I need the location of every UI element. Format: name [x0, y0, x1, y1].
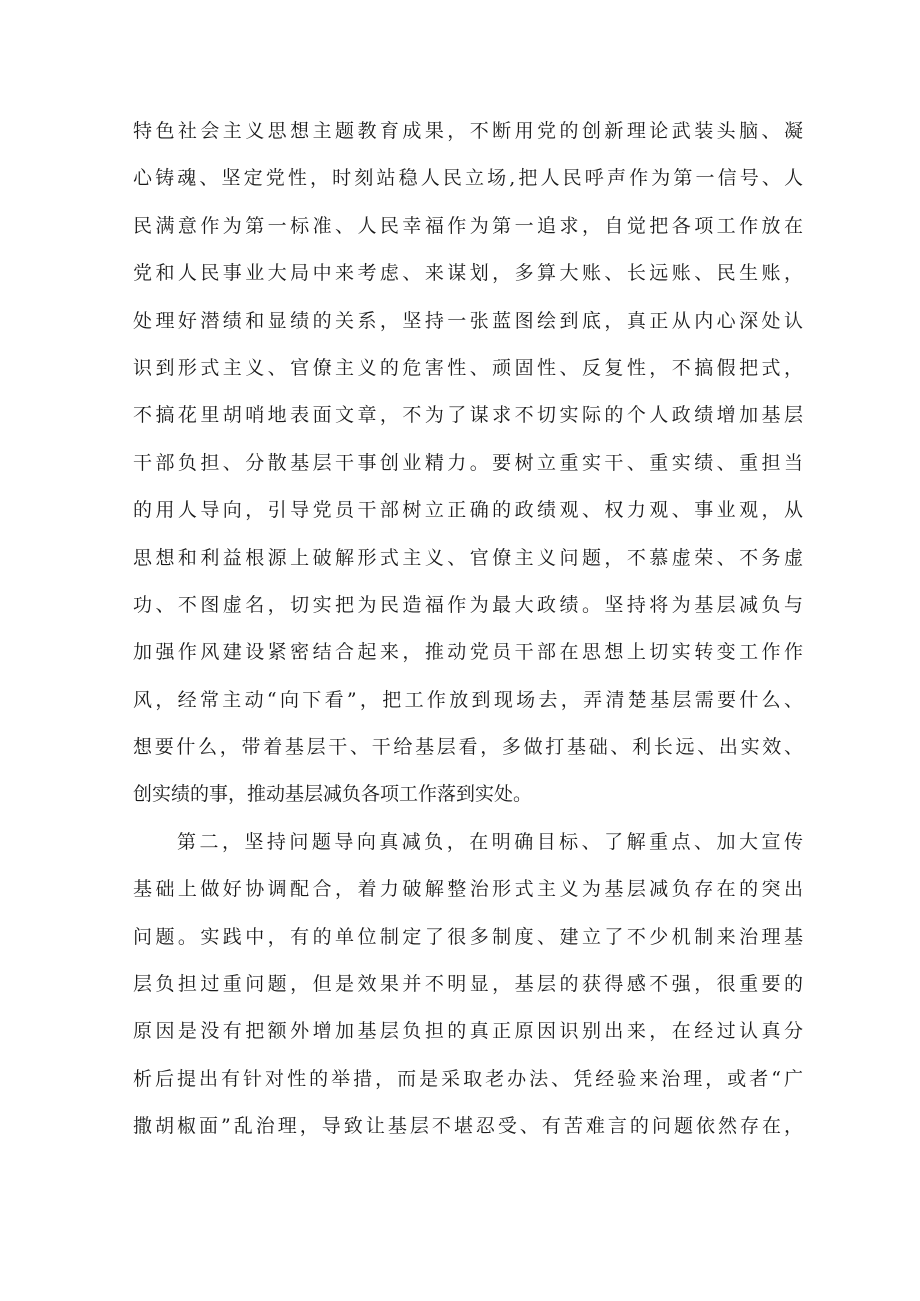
- text-line: 撒胡椒面”乱治理，导致让基层不堪忍受、有苦难言的问题依然存在，: [133, 1115, 803, 1138]
- text-line: 加强作风建设紧密结合起来，推动党员干部在思想上切实转变工作作: [133, 641, 803, 664]
- text-line: 创实绩的事，推动基层减负各项工作落到实处。: [133, 783, 533, 806]
- text-line: 风，经常主动“向下看”，把工作放到现场去，弄清楚基层需要什么、: [133, 688, 803, 711]
- text-line: 特色社会主义思想主题教育成果，不断用党的创新理论武装头脑、凝: [133, 120, 803, 142]
- text-line: 民满意作为第一标准、人民幸福作为第一追求，自觉把各项工作放在: [133, 214, 803, 237]
- body-text: [133, 108, 803, 1151]
- text-line: 识到形式主义、官僚主义的危害性、顽固性、反复性，不搞假把式，: [133, 356, 803, 379]
- text-line: 第二，坚持问题导向真减负，在明确目标、了解重点、加大宣传: [177, 830, 803, 853]
- text-line: 思想和利益根源上破解形式主义、官僚主义问题，不慕虚荣、不务虚: [133, 546, 803, 569]
- text-line: 党和人民事业大局中来考虑、来谋划，多算大账、长远账、民生账，: [133, 262, 803, 285]
- text-line: 原因是没有把额外增加基层负担的真正原因识别出来，在经过认真分: [133, 1020, 803, 1043]
- text-line: 层负担过重问题，但是效果并不明显，基层的获得感不强，很重要的: [133, 973, 803, 996]
- text-line: 析后提出有针对性的举措，而是采取老办法、凭经验来治理，或者“广: [133, 1067, 803, 1090]
- text-line: 心铸魂、坚定党性，时刻站稳人民立场,把人民呼声作为第一信号、人: [133, 167, 803, 190]
- text-line: 想要什么，带着基层干、干给基层看，多做打基础、利长远、出实效、: [133, 736, 803, 759]
- text-line: 基础上做好协调配合，着力破解整治形式主义为基层减负存在的突出: [133, 878, 803, 901]
- text-line: 问题。实践中，有的单位制定了很多制度、建立了不少机制来治理基: [133, 925, 803, 948]
- paragraph-1: [133, 108, 803, 819]
- text-line: 干部负担、分散基层干事创业精力。要树立重实干、重实绩、重担当: [133, 451, 803, 474]
- paragraph-2: [133, 819, 803, 1151]
- text-line: 处理好潜绩和显绩的关系，坚持一张蓝图绘到底，真正从内心深处认: [133, 309, 803, 332]
- text-line: 不搞花里胡哨地表面文章，不为了谋求不切实际的个人政绩增加基层: [133, 404, 803, 427]
- text-line: 的用人导向，引导党员干部树立正确的政绩观、权力观、事业观，从: [133, 499, 803, 522]
- text-line: 功、不图虚名，切实把为民造福作为最大政绩。坚持将为基层减负与: [133, 593, 803, 616]
